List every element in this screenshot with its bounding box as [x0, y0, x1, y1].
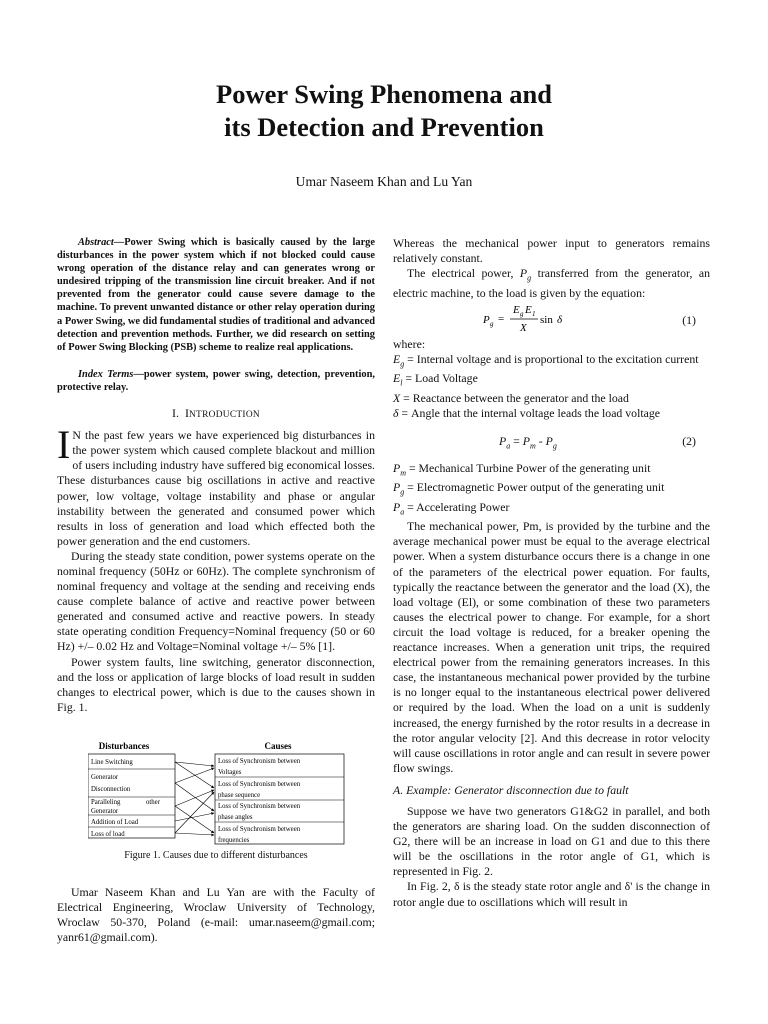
figure-1-caption: Figure 1. Causes due to different disturbances [124, 850, 308, 861]
authors: Umar Naseem Khan and Lu Yan [295, 174, 473, 189]
abstract-text: —Power Swing which is basically caused by the large disturbances in the power system which if not blocked could cause wrong operation of the distance relay and can generates wrong or undesired tripping of the transmission line circuit breaker. And if not prevented from the generator could cause severe damage to the machine. To prevent unwanted distance or other relay operation during a Power Swing, we did fundamental studies of traditional and advanced detection and prevention methods. Further, we did research on setting of Power Swing Blocking (PSB) scheme to realize real applications. [57, 237, 375, 353]
intro-paragraph-3: Power system faults, line switching, generator disconnection, and the loss or application of large blocks of load result in sudden changes to electrical power, which is due to the causes shown in Fig. 1. [57, 654, 375, 714]
disturbance-generator-disconnection-1: Generator [91, 774, 119, 781]
svg-text:X: X [520, 321, 527, 334]
cause-voltages-1: Loss of Synchronism between [218, 758, 301, 765]
equation-1-number: (1) [682, 312, 696, 327]
svg-text:δ: δ [557, 313, 563, 326]
title-line-2: its Detection and Prevention [224, 112, 544, 142]
abstract-label: Abstract [78, 237, 114, 248]
equation-2-number: (2) [682, 433, 696, 448]
right-column [393, 236, 710, 910]
index-terms-text: —power system, power swing, detection, prevention, protective relay. [57, 368, 375, 393]
section-number: I. [171, 406, 179, 421]
fig-disturbances-header: Disturbances [98, 741, 150, 751]
intro-paragraph-1 [57, 422, 375, 549]
cause-phase-seq-1: Loss of Synchronism between [218, 781, 301, 788]
svg-text:E: E [513, 303, 520, 316]
disturbance-addition-of-load: Addition of Load [91, 819, 139, 826]
equation-2 [393, 421, 710, 461]
svg-text:P: P [483, 313, 490, 326]
disturbance-line-switching: Line Switching [91, 759, 133, 766]
symbol-pg: $P_g$ [519, 266, 532, 283]
section-title-rest: NTRODUCTION [188, 410, 260, 421]
def-pg: $P_g$ = Electromagnetic Power output of the generating unit [393, 480, 665, 497]
right-paragraph-2-b: transferred from the generator, an electric machine, to the load is given by the equation: [393, 266, 710, 300]
def-eg: $E_g$ = Internal voltage and is proportional to the excitation current [393, 351, 699, 369]
abstract [57, 236, 375, 354]
svg-text:1: 1 [532, 309, 536, 318]
section-heading [57, 406, 375, 423]
subsection-heading: A. Example: Generator disconnection due to fault [393, 782, 629, 797]
title-line-1: Power Swing Phenomena and [216, 79, 552, 109]
right-paragraph-2 [393, 266, 710, 301]
disturbance-paralleling-1: Paralleling [91, 799, 121, 806]
def-delta: δ = Angle that the internal voltage leads the load voltage [393, 405, 660, 420]
cause-phase-seq-2: phase sequence [218, 792, 261, 799]
def-el: $E_l$ = Load Voltage [393, 371, 478, 388]
svg-text:g: g [520, 309, 524, 318]
disturbance-paralleling-other: other [146, 799, 160, 806]
intro-paragraph-1-text: N the past few years we have experienced big disturbances in the power system which caused complete blackout and million of users including industry have suffered big economical losses. These disturbances cause big oscillations in active and reactive power, low voltage, voltage instability and phase or angular instability between the generated and consumed power which results in loss of generation and load which effected both the power generation and the end customers. [57, 428, 375, 548]
where-label: where: [393, 336, 426, 351]
svg-text:=: = [498, 312, 505, 325]
cause-phase-angles-1: Loss of Synchronism between [218, 803, 301, 810]
right-paragraph-2-a: The electrical power, [407, 266, 520, 281]
equation-1-formula [483, 301, 583, 337]
author-footnote: Umar Naseem Khan and Lu Yan are with the Faculty of Electrical Engineering, Wroclaw University of Technology, Wroclaw 50-370, Poland (e-mail: umar.naseem@gmail.com; yanr61@gmail.com). [57, 885, 375, 945]
index-terms-label: Index Terms [78, 368, 134, 380]
intro-paragraph-2: During the steady state condition, power systems operate on the nominal frequency (50Hz or 60Hz). The complete synchronism of nominal frequency and voltage at the sending and receiving ends cause complete balance of active and reactive power between generated and consumed active and reactive powers. In steady state operating condition Frequency=Nominal frequency (50 or 60 Hz) +/– 0.02 Hz and Voltage=Nominal voltage +/– 5% [1]. [57, 548, 375, 654]
svg-text:sin: sin [540, 313, 553, 326]
cause-voltages-2: Voltages [218, 769, 242, 776]
right-paragraph-3: The mechanical power, Pm, is provided by the turbine and the average mechanical power must be equal to the average electrical power. When a system disturbance occurs there is a change in one of the parameters of the electrical power equation. For faults, typically the reactance between the generator and the load (X), the load voltage (El), or some combination of these two parameters causes the electrical power to change. For example, for a short circuit the load voltage is reduced, for a breaker opening the reactance increases. When a generation unit trips, the required electrical power from the remaining generators increases. In this case, the instantaneous mechanical power provided by the turbine is no longer equal to the instantaneous electrical power delivered or required by the load. When the load on a unit is suddenly increased, the energy furnished by the rotor results in a decrease in the rotor angular velocity [2]. And this decrease in rotor velocity will cause oscillations in rotor angle and can result in severe power flow swings. [393, 519, 710, 775]
right-paragraph-1: Whereas the mechanical power input to generators remains relatively constant. [393, 236, 710, 266]
def-x: X = Reactance between the generator and the load [393, 390, 629, 405]
svg-text:g: g [490, 319, 494, 328]
def-pa: $P_a$ = Accelerating Power [393, 499, 510, 517]
paper-title [84, 78, 684, 144]
cause-phase-angles-2: phase angles [218, 814, 253, 821]
fig-causes-header: Causes [264, 741, 292, 751]
section-title-first: I [184, 406, 189, 421]
cause-frequencies-2: frequencies [218, 837, 250, 844]
equation-1 [393, 301, 710, 337]
cause-frequencies-1: Loss of Synchronism between [218, 826, 301, 833]
disturbance-paralleling-2: Generator [91, 808, 119, 815]
disturbance-loss-of-load: Loss of load [91, 831, 125, 838]
svg-text:E: E [525, 303, 532, 316]
figure-arrows [175, 762, 214, 835]
disturbance-generator-disconnection-2: Disconnection [91, 786, 131, 793]
equation-2-formula: $P_a = P_m - P_g$ [499, 433, 557, 451]
left-column [57, 236, 375, 715]
index-terms [57, 368, 375, 394]
right-paragraph-4: Suppose we have two generators G1&G2 in parallel, and both the generators are sharing load. On the sudden disconnection of G2, there will be an increase in load on G1 and due to this there will be the oscillations in the rotor angle of G1, which is represented in Fig. 2. [393, 803, 710, 879]
figure-1-diagram [88, 738, 346, 848]
drop-cap: I [57, 422, 71, 468]
right-paragraph-5: In Fig. 2, δ is the steady state rotor angle and δ' is the change in rotor angle due to oscillations which will result in [393, 879, 710, 909]
def-pm: $P_m$ = Mechanical Turbine Power of the generating unit [393, 460, 651, 478]
